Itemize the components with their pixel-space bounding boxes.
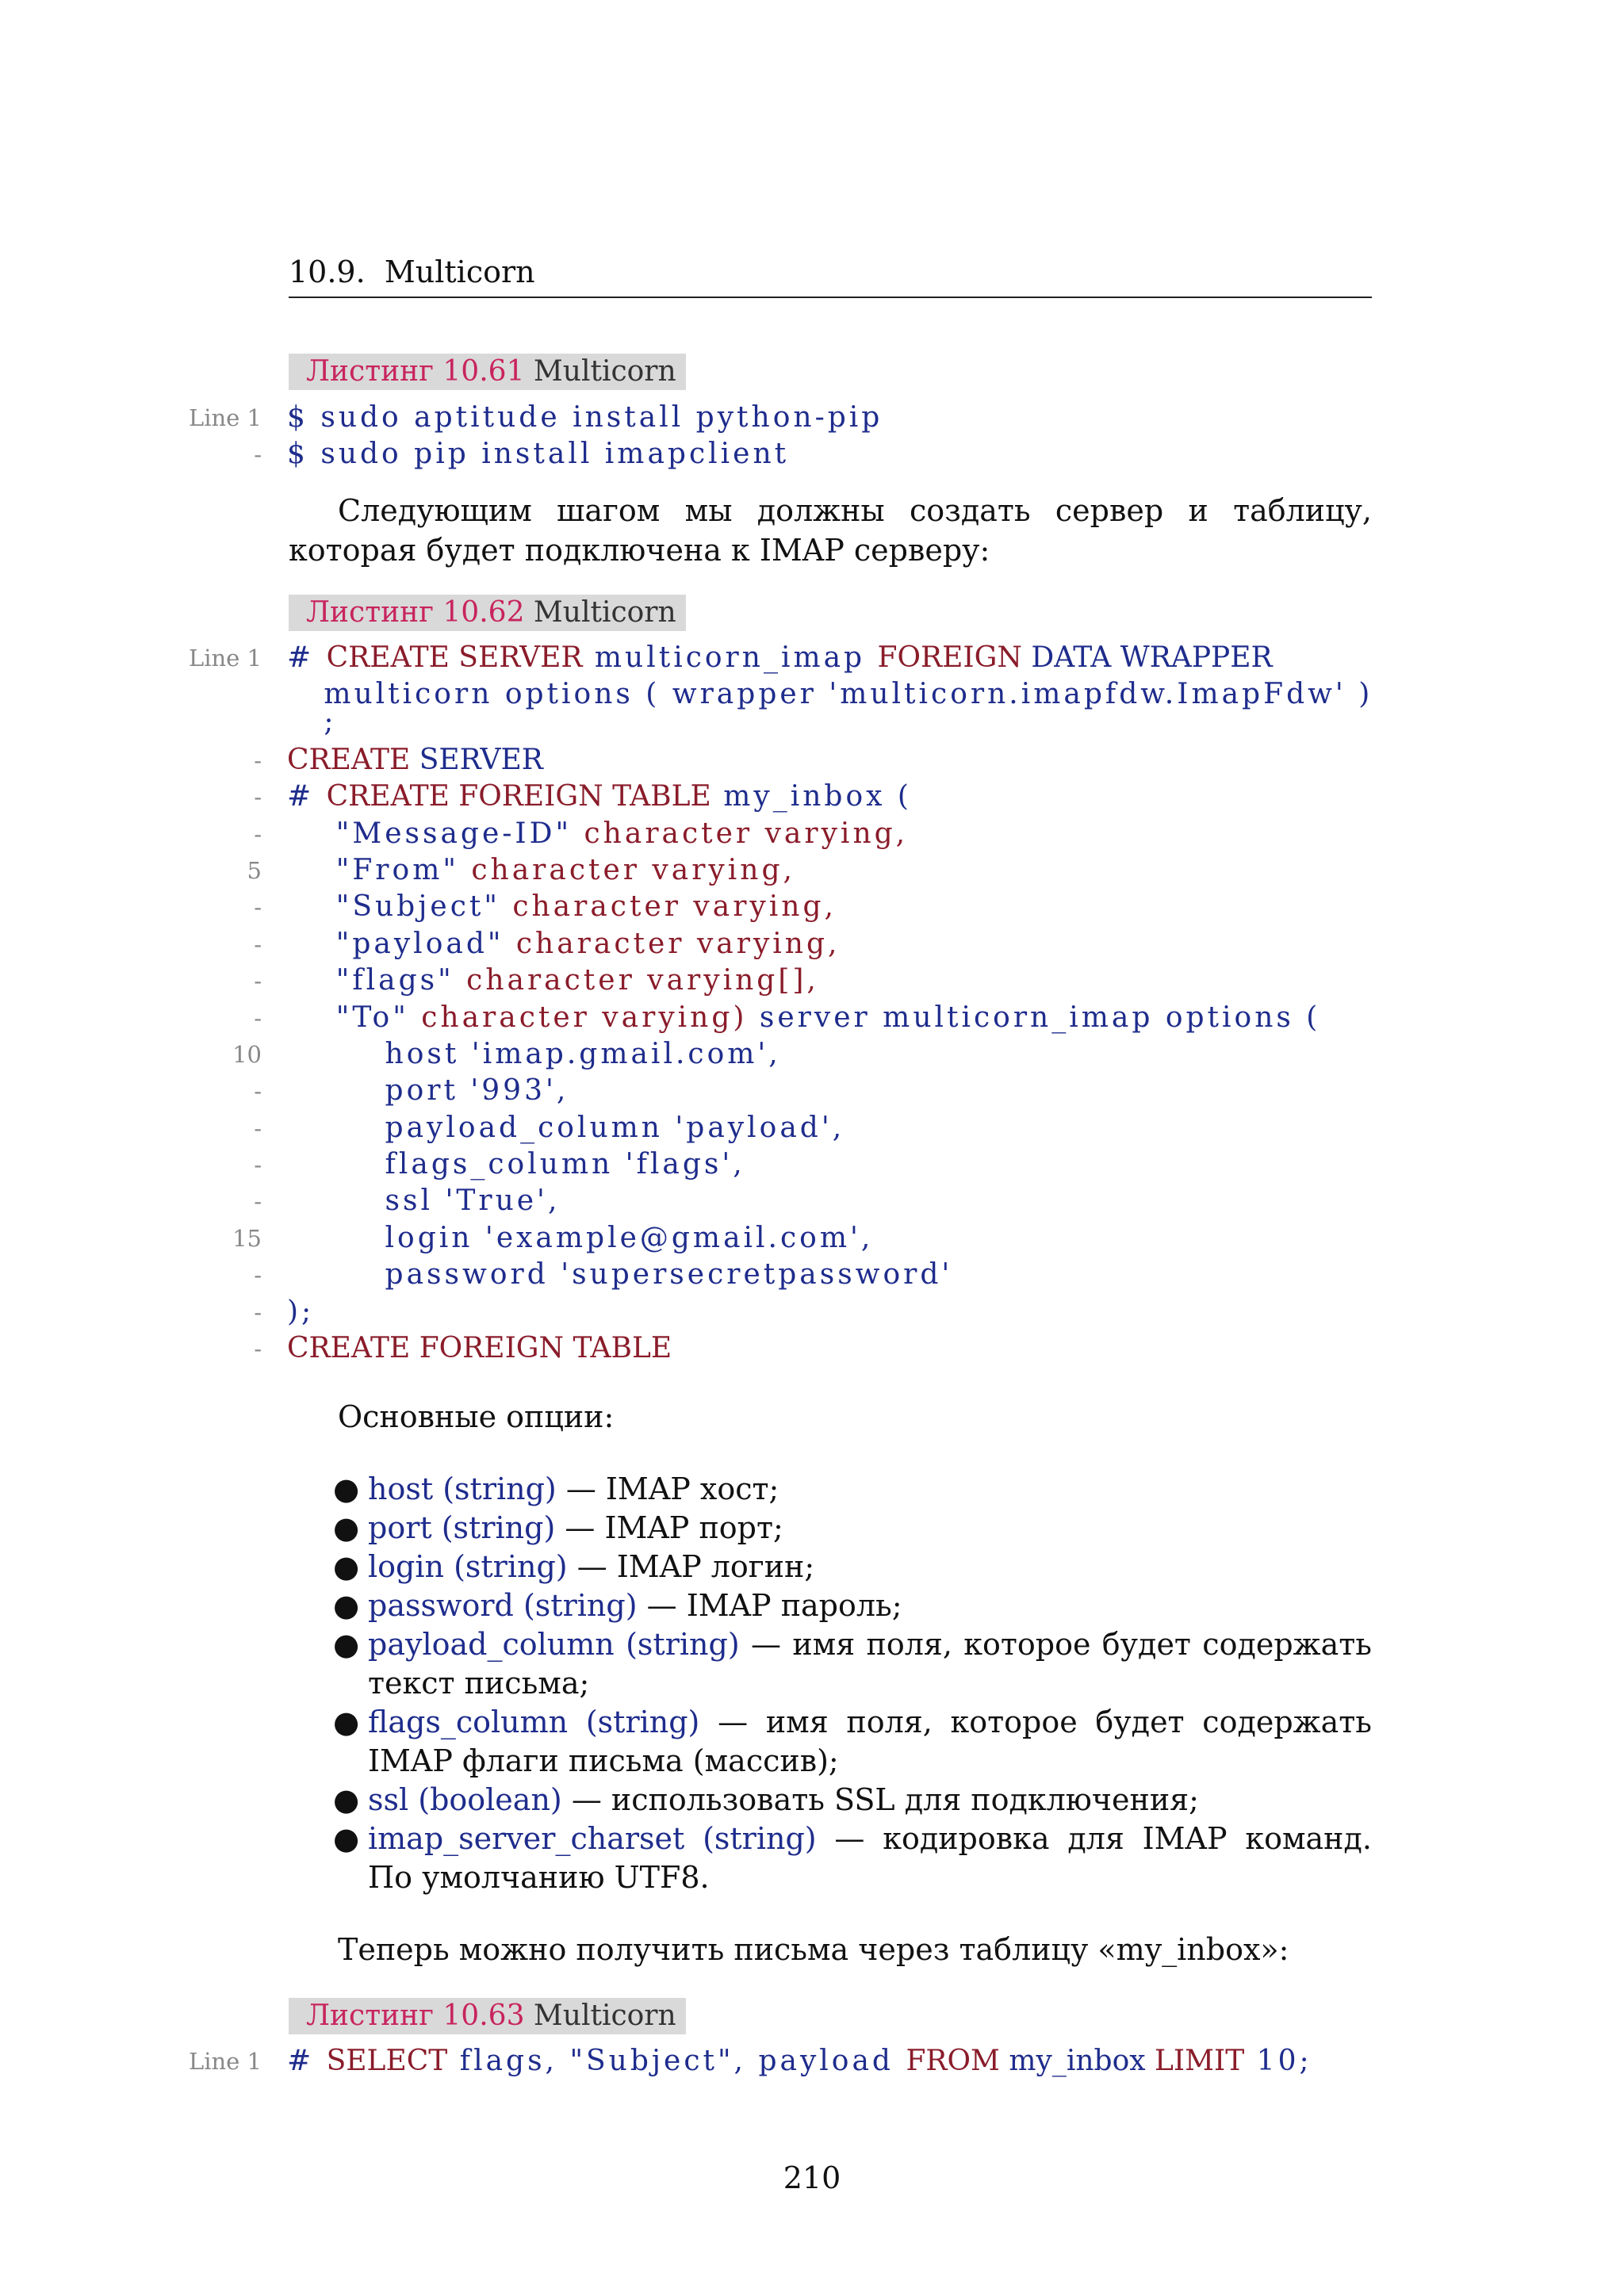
bullet-icon: ● <box>333 1510 360 1545</box>
option-name: flags_column <box>368 1705 569 1739</box>
code-text: payload_column 'payload', <box>287 1111 845 1144</box>
sql-keyword: FOREIGN <box>877 641 1022 674</box>
column-type: character varying) <box>421 1001 748 1034</box>
code-listing-3 <box>0 2043 1624 2080</box>
line-number: 5 <box>247 856 262 884</box>
list-item <box>333 1548 1372 1586</box>
code-text: ; <box>287 705 337 738</box>
code-listing-2 <box>0 640 1624 1367</box>
option-type: (string) <box>454 1549 568 1584</box>
option-type: (string) <box>523 1588 638 1623</box>
code-identifier: flags, "Subject", payload <box>447 2045 906 2077</box>
list-item <box>333 1625 1372 1703</box>
line-number: Line 1 <box>188 404 262 431</box>
sql-keyword: CREATE SERVER <box>326 641 583 674</box>
line-number: Line 1 <box>188 645 262 672</box>
line-number: - <box>254 746 262 774</box>
line-number: 10 <box>232 1040 262 1068</box>
code-line <box>0 852 1624 889</box>
code-line <box>0 400 1624 436</box>
line-number: - <box>254 441 262 469</box>
body-paragraph: Следующим шагом мы должны создать сервер и таблицу, которая будет подключена к IMAP серверу: <box>289 493 1372 568</box>
sql-keyword: SELECT <box>326 2045 448 2077</box>
sql-keyword: CREATE FOREIGN TABLE <box>326 780 711 813</box>
bullet-icon: ● <box>333 1471 360 1506</box>
code-line <box>0 962 1624 999</box>
body-paragraph: Теперь можно получить письма через таблицу «my_inbox»: <box>338 1932 1289 1967</box>
code-text <box>287 1000 1320 1036</box>
listing-title: Multicorn <box>533 596 676 629</box>
column-name: "Message-ID" <box>287 817 584 850</box>
code-line <box>0 1073 1624 1109</box>
column-name: "Subject" <box>287 890 513 924</box>
list-item <box>333 1470 1372 1509</box>
line-number: Line 1 <box>188 2048 262 2075</box>
bullet-icon: ● <box>333 1705 360 1739</box>
line-number: - <box>254 1188 262 1215</box>
code-text <box>287 926 840 962</box>
option-type: (string) <box>442 1471 557 1506</box>
code-text <box>287 2043 1312 2080</box>
option-description: — IMAP порт; <box>555 1510 783 1545</box>
option-description: — IMAP пароль; <box>637 1588 902 1623</box>
code-line <box>0 1036 1624 1073</box>
running-header <box>289 252 1372 298</box>
sql-keyword: CREATE FOREIGN TABLE <box>287 1332 672 1365</box>
code-text: $ sudo pip install imapclient <box>287 438 790 471</box>
column-name: "To" <box>287 1001 422 1034</box>
body-paragraph: Основные опции: <box>338 1399 615 1434</box>
code-text <box>287 816 908 852</box>
code-text <box>287 852 795 889</box>
listing-title: Multicorn <box>533 1999 676 2032</box>
code-text: flags_column 'flags', <box>287 1148 745 1181</box>
option-description: — использовать SSL для подключения; <box>561 1782 1199 1817</box>
code-text <box>287 640 1273 676</box>
option-name: imap_server_charset <box>368 1821 685 1856</box>
column-type: character varying, <box>515 927 841 960</box>
line-number: 15 <box>232 1224 262 1252</box>
code-listing-1 <box>0 400 1624 473</box>
line-number: - <box>254 967 262 995</box>
option-name: password <box>368 1588 514 1623</box>
option-name: ssl <box>368 1782 409 1817</box>
list-item <box>333 1781 1372 1820</box>
code-line <box>0 436 1624 473</box>
listing-number: Листинг 10.61 <box>306 355 525 388</box>
code-text <box>287 889 837 925</box>
code-line <box>0 1146 1624 1183</box>
code-line <box>0 1220 1624 1257</box>
option-description: — имя поля, которое будет содержать IMAP флаги письма (массив); <box>368 1705 1372 1778</box>
listing-caption <box>289 595 686 631</box>
column-type: character varying, <box>471 853 795 886</box>
listing-number: Листинг 10.63 <box>306 1999 525 2032</box>
bullet-icon: ● <box>333 1821 360 1856</box>
code-line <box>0 926 1624 962</box>
code-identifier: my_inbox ( <box>710 780 912 813</box>
code-line <box>0 676 1624 713</box>
option-description: — IMAP хост; <box>556 1471 779 1506</box>
code-text: password 'supersecretpassword' <box>287 1258 953 1292</box>
sql-keyword: LIMIT <box>1155 2045 1245 2077</box>
section-title: Multicorn <box>384 254 535 289</box>
option-type: (boolean) <box>418 1782 562 1817</box>
code-identifier: server multicorn_imap options ( <box>747 1001 1321 1034</box>
column-name: "flags" <box>287 964 467 997</box>
code-identifier: my_inbox <box>999 2045 1155 2077</box>
code-line <box>0 1257 1624 1293</box>
list-item <box>333 1703 1372 1781</box>
code-identifier: multicorn_imap <box>582 641 878 674</box>
option-description: — кодировка для IMAP команд. По умолчанию UTF8. <box>368 1821 1372 1895</box>
code-text <box>287 779 912 815</box>
code-identifier: 10; <box>1244 2045 1312 2077</box>
code-text: $ sudo aptitude install python-pip <box>287 401 883 434</box>
sql-keyword: CREATE <box>287 743 411 776</box>
listing-title: Multicorn <box>533 355 676 388</box>
line-number: - <box>254 1114 262 1142</box>
sql-keyword: FROM <box>906 2045 1000 2077</box>
code-text: ssl 'True', <box>287 1184 561 1218</box>
page-number: 210 <box>783 2160 841 2195</box>
code-line <box>0 1294 1624 1330</box>
code-line <box>0 1110 1624 1146</box>
bullet-icon: ● <box>333 1588 360 1623</box>
bullet-icon: ● <box>333 1627 360 1662</box>
code-text: ); <box>287 1295 315 1328</box>
code-text <box>287 962 819 999</box>
code-prompt: # <box>287 641 327 674</box>
code-text: login 'example@gmail.com', <box>287 1221 874 1254</box>
line-number: - <box>254 783 262 811</box>
code-line <box>0 1183 1624 1219</box>
option-name: host <box>368 1471 434 1506</box>
column-type: character varying, <box>512 890 837 924</box>
code-line <box>0 816 1624 852</box>
code-line <box>0 779 1624 815</box>
line-number: - <box>254 1004 262 1031</box>
code-text: multicorn options ( wrapper 'multicorn.imapfdw.ImapFdw' ) <box>287 678 1373 711</box>
line-number: - <box>254 1077 262 1105</box>
option-type: (string) <box>626 1627 740 1662</box>
option-name: port <box>368 1510 432 1545</box>
listing-caption <box>289 1998 686 2034</box>
column-type: character varying[], <box>466 964 819 997</box>
sql-keyword: SERVER <box>410 743 543 776</box>
line-number: - <box>254 1151 262 1179</box>
line-number: - <box>254 820 262 848</box>
options-list <box>333 1470 1372 1897</box>
column-name: "payload" <box>287 927 516 960</box>
code-line <box>0 1330 1624 1367</box>
listing-number: Листинг 10.62 <box>306 596 525 629</box>
code-line <box>0 742 1624 779</box>
code-text <box>287 1330 672 1367</box>
bullet-icon: ● <box>333 1782 360 1817</box>
code-line <box>0 2043 1624 2080</box>
code-line <box>0 705 1624 742</box>
column-name: "From" <box>287 853 472 886</box>
option-name: login <box>368 1549 444 1584</box>
list-item <box>333 1586 1372 1625</box>
option-name: payload_column <box>368 1627 615 1662</box>
option-description: — имя поля, которое будет содержать текст письма; <box>368 1627 1372 1701</box>
code-line <box>0 640 1624 676</box>
code-text: port '993', <box>287 1074 569 1108</box>
list-item <box>333 1820 1372 1897</box>
code-line <box>0 1000 1624 1036</box>
line-number: - <box>254 1335 262 1363</box>
code-prompt: # <box>287 780 327 813</box>
code-line <box>0 889 1624 925</box>
line-number: - <box>254 1261 262 1289</box>
section-number: 10.9. <box>289 254 366 289</box>
bullet-icon: ● <box>333 1549 360 1584</box>
sql-keyword: DATA WRAPPER <box>1021 641 1273 674</box>
code-text <box>287 742 543 779</box>
line-number: - <box>254 1298 262 1326</box>
option-description: — IMAP логин; <box>567 1549 815 1584</box>
code-text: host 'imap.gmail.com', <box>287 1037 781 1070</box>
code-prompt: # <box>287 2045 327 2077</box>
line-number: - <box>254 894 262 921</box>
option-type: (string) <box>703 1821 817 1856</box>
option-type: (string) <box>585 1705 700 1739</box>
option-type: (string) <box>441 1510 556 1545</box>
line-number: - <box>254 930 262 958</box>
listing-caption <box>289 354 686 390</box>
column-type: character varying, <box>584 817 909 850</box>
list-item <box>333 1509 1372 1548</box>
